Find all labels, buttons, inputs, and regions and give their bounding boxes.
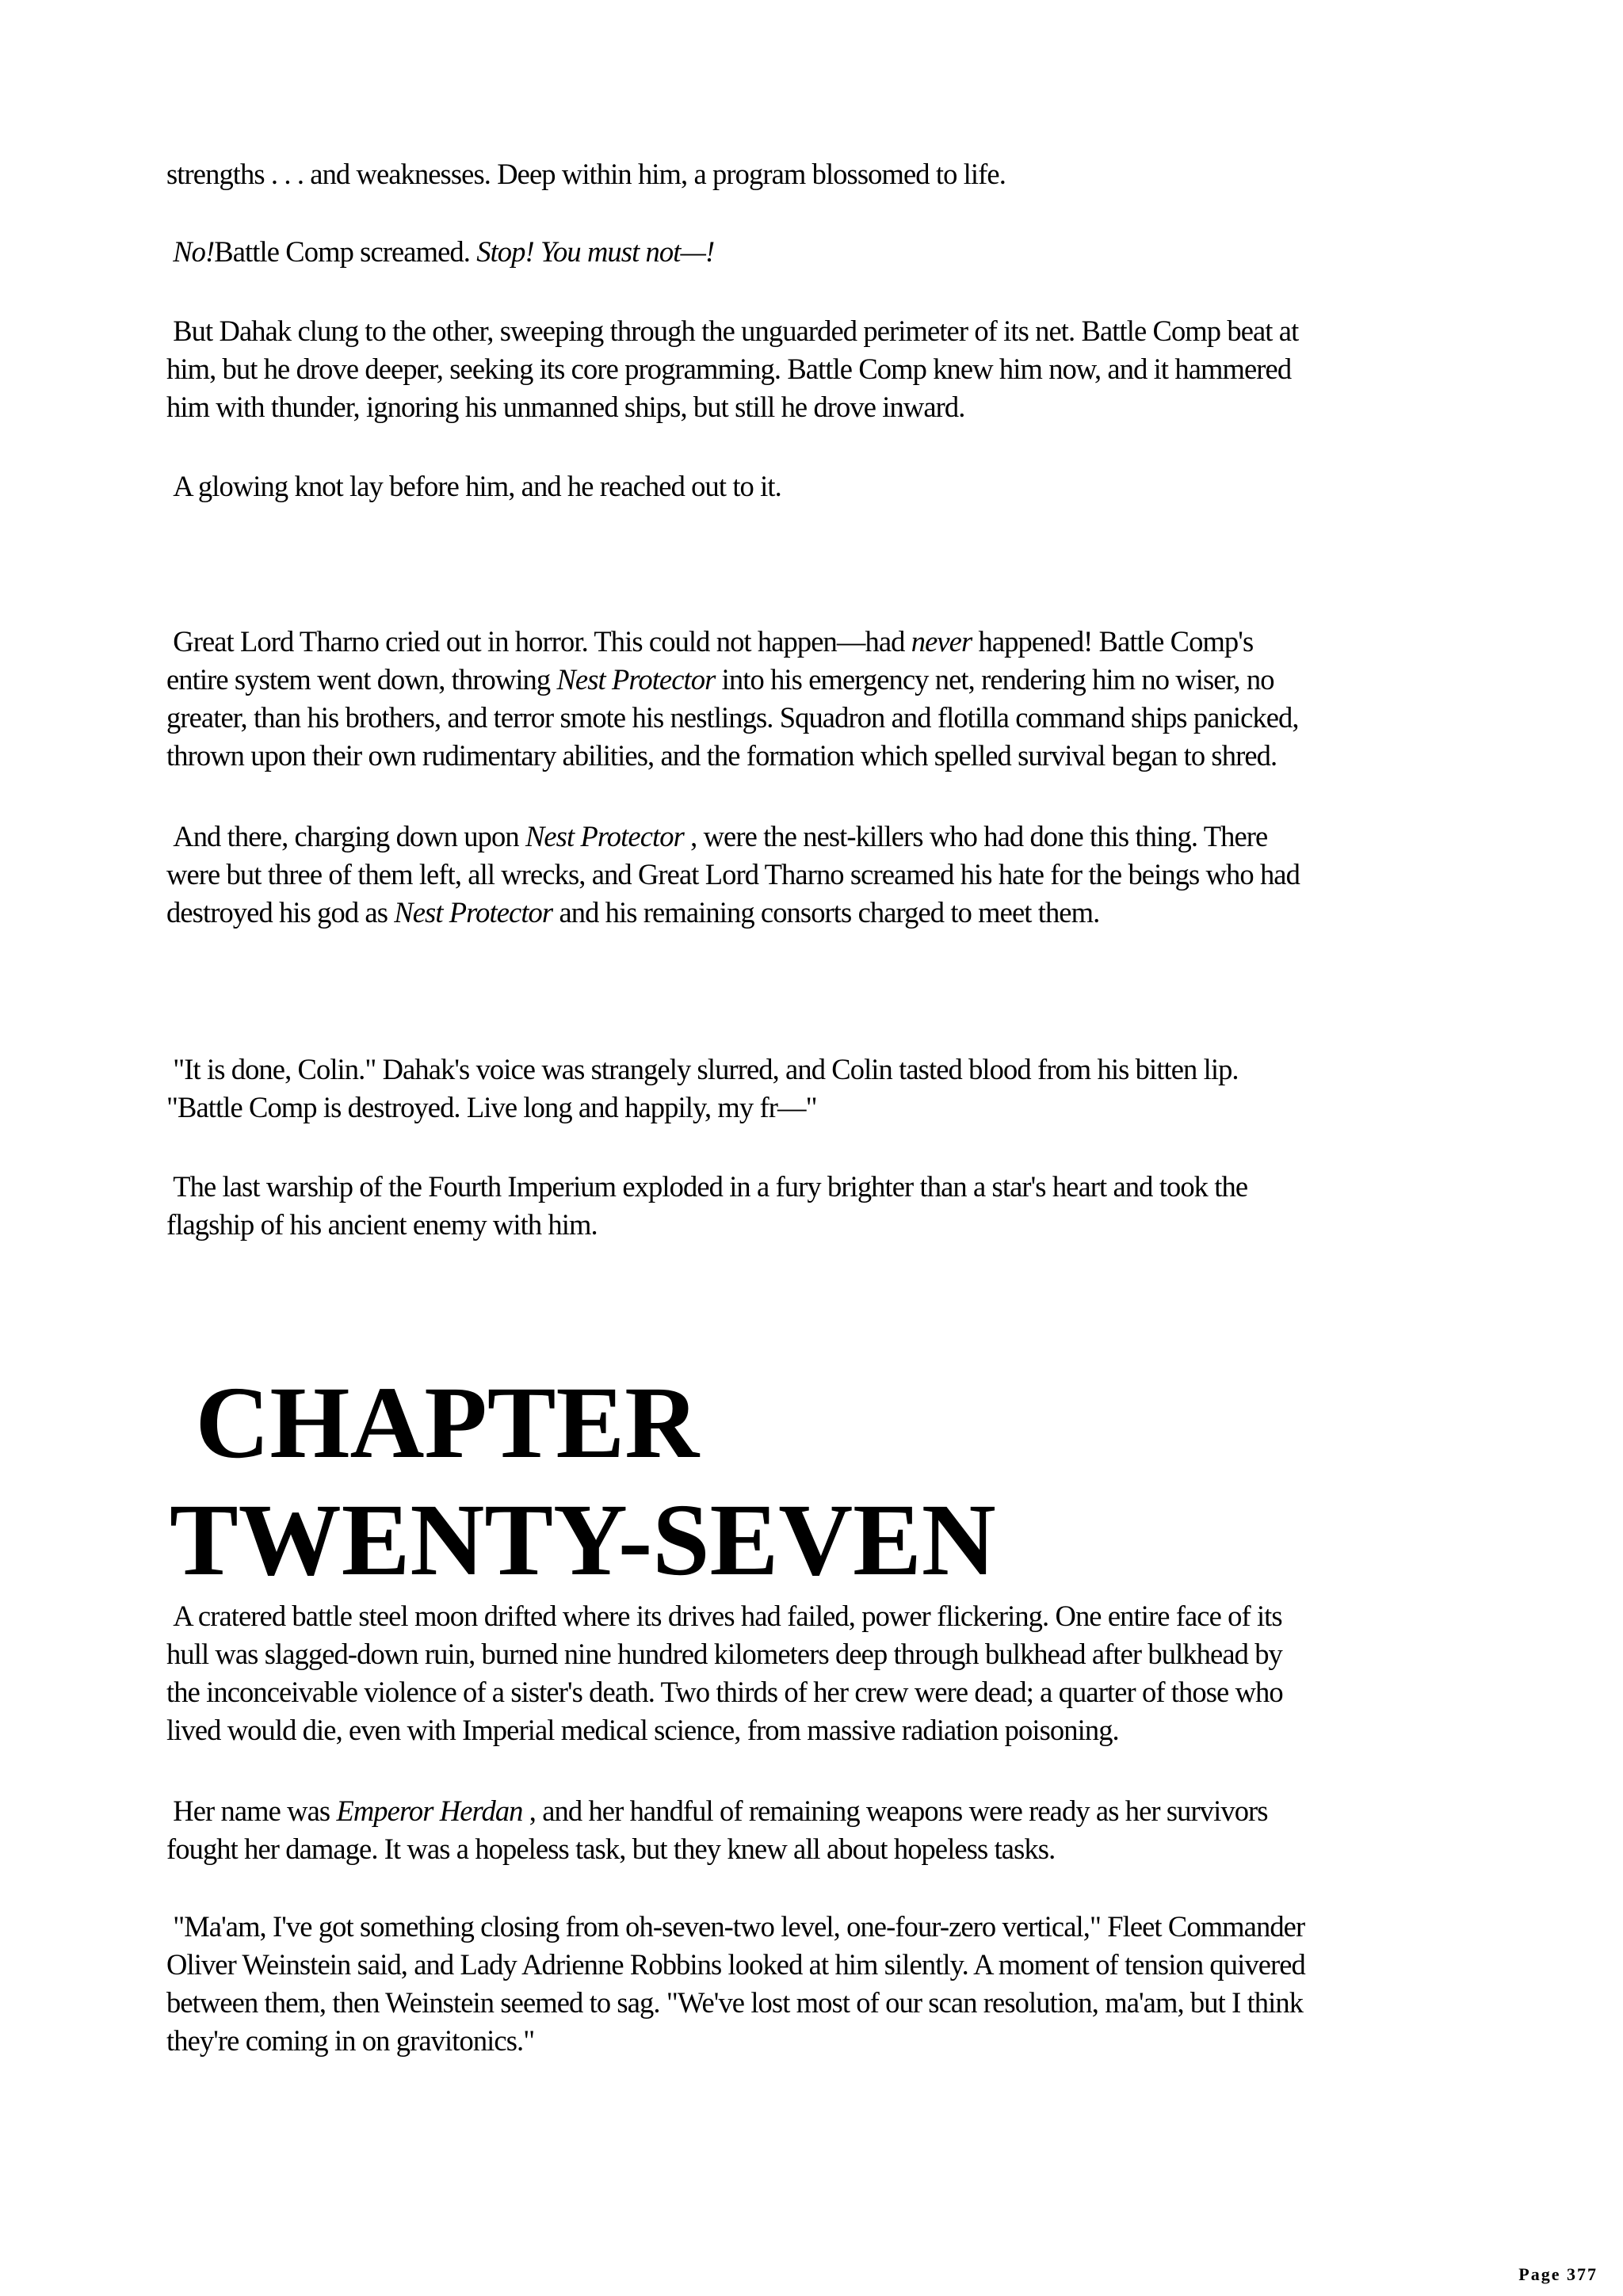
italic-text: never xyxy=(911,625,972,658)
text-segment: and his remaining consorts charged to meet them. xyxy=(552,896,1100,929)
text-line xyxy=(166,388,1482,426)
paragraph xyxy=(166,233,1482,271)
text-line xyxy=(166,350,1482,388)
text-line xyxy=(166,1051,1482,1089)
text-line xyxy=(166,1908,1482,1946)
text-segment: And there, charging down upon xyxy=(166,820,525,852)
text-segment: fought her damage. It was a hopeless task, but they knew all about hopeless tasks. xyxy=(166,1833,1056,1865)
text-segment: him, but he drove deeper, seeking its core programming. Battle Comp knew him now, and it hammered xyxy=(166,353,1292,385)
text-segment: lived would die, even with Imperial medical science, from massive radiation poisoning. xyxy=(166,1714,1119,1746)
text-line xyxy=(166,1984,1482,2022)
paragraph xyxy=(166,623,1482,775)
text-line xyxy=(166,1830,1482,1868)
text-segment: "Ma'am, I've got something closing from oh-seven-two level, one-four-zero vertical," Fleet Commander xyxy=(166,1910,1305,1943)
text-segment: happened! Battle Comp's xyxy=(972,625,1254,658)
text-line xyxy=(166,1792,1482,1830)
paragraph xyxy=(166,1051,1482,1127)
text-segment: him with thunder, ignoring his unmanned ships, but still he drove inward. xyxy=(166,391,965,423)
text-segment: Battle Comp screamed. xyxy=(214,235,477,268)
text-line xyxy=(166,818,1482,856)
text-segment: But Dahak clung to the other, sweeping through the unguarded perimeter of its net. Battle Comp beat at xyxy=(166,315,1299,347)
text-line xyxy=(166,1168,1482,1206)
italic-text: Nest Protector xyxy=(556,663,716,696)
text-line xyxy=(166,661,1482,699)
text-line xyxy=(166,233,1482,271)
text-segment: "It is done, Colin." Dahak's voice was strangely slurred, and Colin tasted blood from his bitten lip. xyxy=(166,1053,1239,1085)
text-segment: they're coming in on gravitonics." xyxy=(166,2024,535,2057)
text-segment: entire system went down, throwing xyxy=(166,663,557,696)
text-segment xyxy=(166,235,173,268)
text-line xyxy=(166,894,1482,932)
page-number: Page 377 xyxy=(1518,2264,1598,2284)
text-line xyxy=(166,699,1482,737)
text-line xyxy=(166,1206,1482,1244)
paragraph xyxy=(166,818,1482,932)
text-segment: "Battle Comp is destroyed. Live long and happily, my fr—" xyxy=(166,1091,817,1123)
paragraph xyxy=(166,1792,1482,1868)
paragraph xyxy=(166,1908,1482,2060)
text-line xyxy=(166,1711,1482,1749)
text-segment: greater, than his brothers, and terror smote his nestlings. Squadron and flotilla command ships panicked, xyxy=(166,701,1299,734)
text-line xyxy=(166,1089,1482,1127)
text-segment: destroyed his god as xyxy=(166,896,395,929)
text-segment: The last warship of the Fourth Imperium exploded in a fury brighter than a star's heart and took the xyxy=(166,1170,1248,1203)
text-line xyxy=(166,1946,1482,1984)
italic-text: Stop! You must not—! xyxy=(476,235,715,268)
text-segment: into his emergency net, rendering him no wiser, no xyxy=(715,663,1274,696)
text-segment: thrown upon their own rudimentary abilities, and the formation which spelled survival began to shred. xyxy=(166,739,1277,772)
text-line xyxy=(166,312,1482,350)
text-segment: strengths . . . and weaknesses. Deep within him, a program blossomed to life. xyxy=(166,158,1006,190)
text-segment: between them, then Weinstein seemed to sag. "We've lost most of our scan resolution, ma'am, but I think xyxy=(166,1986,1304,2019)
text-segment: Great Lord Tharno cried out in horror. This could not happen—had xyxy=(166,625,911,658)
text-segment: , were the nest-killers who had done this thing. There xyxy=(683,820,1268,852)
text-line xyxy=(166,623,1482,661)
text-segment: were but three of them left, all wrecks, and Great Lord Tharno screamed his hate for the beings who had xyxy=(166,858,1300,891)
text-line xyxy=(166,2022,1482,2060)
italic-text: No! xyxy=(173,235,215,268)
paragraph xyxy=(166,155,1482,193)
chapter-heading-line-2: TWENTY-SEVEN xyxy=(170,1483,996,1597)
text-line xyxy=(166,737,1482,775)
text-segment: hull was slagged-down ruin, burned nine hundred kilometers deep through bulkhead after bulkhead by xyxy=(166,1638,1282,1670)
paragraph xyxy=(166,312,1482,426)
italic-text: Nest Protector xyxy=(394,896,553,929)
paragraph xyxy=(166,1597,1482,1749)
text-line xyxy=(166,1635,1482,1673)
text-segment: flagship of his ancient enemy with him. xyxy=(166,1208,598,1241)
text-line xyxy=(166,155,1482,193)
text-line xyxy=(166,856,1482,894)
chapter-heading-line-1: CHAPTER xyxy=(170,1366,700,1480)
text-line xyxy=(166,1673,1482,1711)
italic-text: Nest Protector xyxy=(525,820,684,852)
text-segment: , and her handful of remaining weapons were ready as her survivors xyxy=(522,1794,1268,1827)
text-line xyxy=(166,1597,1482,1635)
paragraph xyxy=(166,467,1482,505)
text-segment: Oliver Weinstein said, and Lady Adrienne Robbins looked at him silently. A moment of tension quivered xyxy=(166,1948,1305,1981)
text-segment: A cratered battle steel moon drifted where its drives had failed, power flickering. One entire face of its xyxy=(166,1600,1282,1632)
text-line xyxy=(166,467,1482,505)
chapter-heading xyxy=(170,1364,996,1599)
text-segment: Her name was xyxy=(166,1794,337,1827)
paragraph xyxy=(166,1168,1482,1244)
text-segment: the inconceivable violence of a sister's death. Two thirds of her crew were dead; a quarter of those who xyxy=(166,1676,1283,1708)
italic-text: Emperor Herdan xyxy=(336,1794,523,1827)
text-segment: A glowing knot lay before him, and he reached out to it. xyxy=(166,470,781,502)
